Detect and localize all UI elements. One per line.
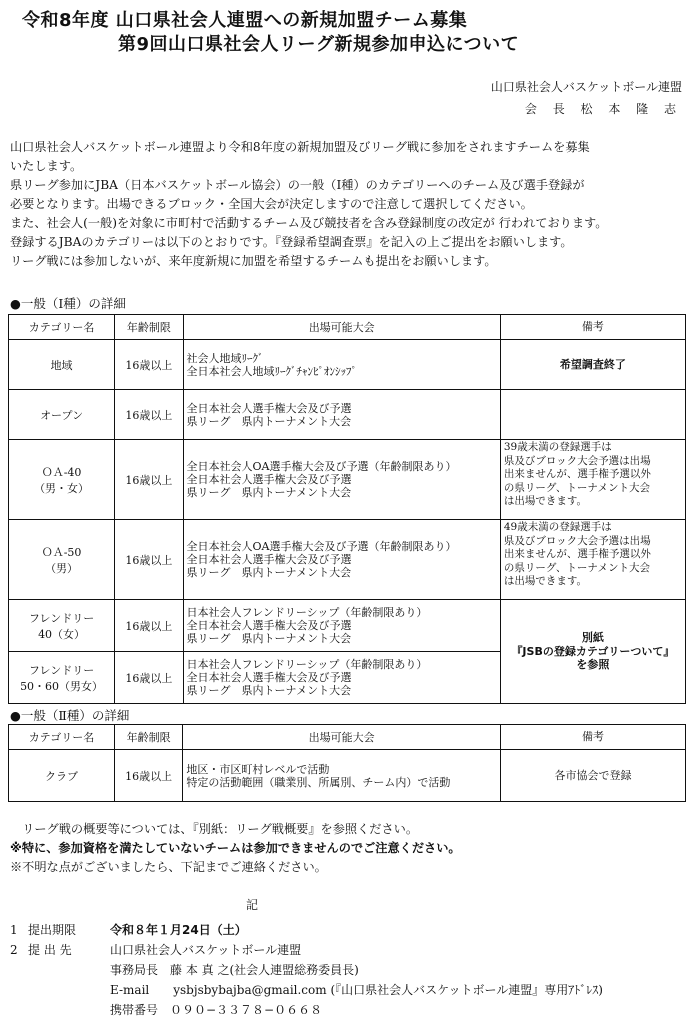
- header-notes: 備考: [500, 315, 685, 340]
- category-cell: 地域: [9, 340, 115, 390]
- org-name: 山口県社会人バスケットボール連盟: [490, 80, 682, 94]
- intro-line: また、社会人(一般)を対象に市町村で活動するチーム及び競技者を含み登録制度の改定が 行われております。: [10, 216, 608, 230]
- notes-block: [10, 820, 461, 877]
- notes-cell: 各市協会で登録: [500, 750, 685, 802]
- event-line: 地区・市区町村レベルで活動: [186, 762, 330, 776]
- age-cell: 16歳以上: [115, 390, 183, 440]
- secretary: 事務局長 藤 本 真 之(社会人連盟総務委員長): [110, 963, 359, 977]
- section1-title: ●一般（Ⅰ種）の詳細: [10, 296, 126, 311]
- header-notes: 備考: [500, 725, 685, 750]
- organization-block: [491, 76, 682, 120]
- events-cell: [183, 390, 500, 440]
- age-cell: 16歳以上: [115, 652, 183, 704]
- intro-line: 山口県社会人バスケットボール連盟より令和8年度の新規加盟及びリーグ戦に参加をされますチームを募集: [10, 140, 590, 154]
- event-line: 全日本社会人選手権大会及び予選: [186, 671, 352, 684]
- note-line: ※不明な点がございましたら、下記までご連絡ください。: [10, 860, 327, 874]
- notes-cell: 希望調査終了: [500, 340, 685, 390]
- intro-line: 県リーグ参加にJBA（日本バスケットボール協会）の一般（Ⅰ種）のカテゴリーへのチーム及び選手登録が: [10, 178, 585, 192]
- title-line1: 令和8年度 山口県社会人連盟への新規加盟チーム募集: [22, 10, 468, 31]
- event-line: 全日本社会人選手権大会及び予選: [186, 553, 352, 566]
- event-line: 全日本社会人地域ﾘｰｸﾞﾁｬﾝﾋﾟｵﾝｼｯﾌﾟ: [186, 364, 358, 378]
- event-line: 全日本社会人選手権大会及び予選: [186, 619, 352, 632]
- category-cell: オープン: [9, 390, 115, 440]
- intro-line: いたします。: [10, 159, 83, 173]
- ki-heading: 記: [246, 898, 259, 912]
- president: 会 長 松 本 隆 志: [524, 102, 682, 116]
- email: E-mail ysbjsbybajba@gmail.com (『山口県社会人バスケットボール連盟』専用ｱﾄﾞﾚｽ): [110, 983, 603, 997]
- header-category: カテゴリー名: [9, 315, 115, 340]
- note-line: リーグ戦の概要等については、『別紙：リーグ戦概要』を参照ください。: [10, 822, 419, 836]
- events-cell: [183, 520, 500, 600]
- event-line: 全日本社会人OA選手権大会及び予選（年齢制限あり）: [186, 540, 457, 553]
- age-cell: 16歳以上: [115, 440, 183, 520]
- item-number: 2: [10, 943, 18, 957]
- table-row: [9, 520, 686, 600]
- header-events: 出場可能大会: [183, 315, 500, 340]
- intro-text: [10, 138, 670, 271]
- title-line2: 第9回山口県社会人リーグ新規参加申込について: [118, 34, 520, 55]
- table-header-row: [9, 315, 686, 340]
- intro-line: 登録するJBAのカテゴリーは以下のとおりです。『登録希望調査票』を記入の上ご提出をお願いします。: [10, 235, 573, 249]
- category-cell: ＯＡ-40 （男・女）: [9, 440, 115, 520]
- event-line: 県リーグ 県内トーナメント大会: [186, 486, 352, 499]
- friendly-note-cell: 別紙 『JSBの登録カテゴリーついて』 を参照: [500, 600, 685, 704]
- table-row: [9, 600, 686, 652]
- event-line: 全日本社会人選手権大会及び予選: [186, 401, 352, 415]
- events-cell: [183, 340, 500, 390]
- age-cell: 16歳以上: [115, 600, 183, 652]
- submit-label: 提 出 先: [28, 943, 72, 957]
- category-cell: ＯＡ-50 （男）: [9, 520, 115, 600]
- events-cell: [183, 652, 500, 704]
- table-row: [9, 390, 686, 440]
- table-row: [9, 750, 686, 802]
- intro-line: 必要となります。出場できるブロック・全国大会が決定しますので注意して選択してください。: [10, 197, 533, 211]
- section2-title: ●一般（Ⅱ種）の詳細: [10, 708, 130, 723]
- deadline-label: 提出期限: [28, 923, 77, 937]
- notes-cell: 39歳未満の登録選手は 県及びブロック大会予選は出場 出来ませんが、選手権予選以外 の県リーグ、トーナメント大会 は出場できます。: [500, 440, 685, 520]
- deadline-value: 令和８年１月24日（土）: [110, 923, 247, 937]
- event-line: 全日本社会人OA選手権大会及び予選（年齢制限あり）: [186, 460, 457, 473]
- event-line: 特定の活動範囲（職業別、所属別、チーム内）で活動: [186, 775, 451, 789]
- table-row: [9, 340, 686, 390]
- item-number: 1: [10, 923, 18, 937]
- event-line: 県リーグ 県内トーナメント大会: [186, 566, 352, 579]
- event-line: 県リーグ 県内トーナメント大会: [186, 414, 352, 428]
- event-line: 全日本社会人選手権大会及び予選: [186, 473, 352, 486]
- notes-cell: 49歳未満の登録選手は 県及びブロック大会予選は出場 出来ませんが、選手権予選以外 の県リーグ、トーナメント大会 は出場できます。: [500, 520, 685, 600]
- events-cell: [183, 600, 500, 652]
- header-category: カテゴリー名: [9, 725, 115, 750]
- submit-to: 山口県社会人バスケットボール連盟: [110, 943, 302, 957]
- category-table-type1: [8, 314, 686, 704]
- header-age: 年齢制限: [115, 315, 183, 340]
- notes-cell: [500, 390, 685, 440]
- header-age: 年齢制限: [114, 725, 182, 750]
- event-line: 日本社会人フレンドリーシップ（年齢制限あり）: [186, 658, 428, 671]
- note-warning: ※特に、参加資格を満たしていないチームは参加できませんのでご注意ください。: [10, 841, 461, 855]
- category-cell: フレンドリー 50・60（男女）: [9, 652, 115, 704]
- category-cell: フレンドリー 40（女）: [9, 600, 115, 652]
- events-cell: [183, 440, 500, 520]
- age-cell: 16歳以上: [114, 750, 182, 802]
- category-table-type2: [8, 724, 686, 802]
- age-cell: 16歳以上: [115, 340, 183, 390]
- table-row: [9, 440, 686, 520]
- table-header-row: [9, 725, 686, 750]
- phone: 携帯番号 ０９０−３３７８−０６６８: [110, 1003, 323, 1017]
- event-line: 県リーグ 県内トーナメント大会: [186, 684, 352, 697]
- contact-info: [10, 920, 603, 1020]
- event-line: 社会人地域ﾘｰｸﾞ: [186, 351, 264, 365]
- event-line: 日本社会人フレンドリーシップ（年齢制限あり）: [186, 606, 428, 619]
- events-cell: [183, 750, 501, 802]
- event-line: 県リーグ 県内トーナメント大会: [186, 632, 352, 645]
- age-cell: 16歳以上: [115, 520, 183, 600]
- category-cell: クラブ: [9, 750, 115, 802]
- intro-line: リーグ戦には参加しないが、来年度新規に加盟を希望するチームも提出をお願いします。: [10, 254, 497, 268]
- header-events: 出場可能大会: [183, 725, 501, 750]
